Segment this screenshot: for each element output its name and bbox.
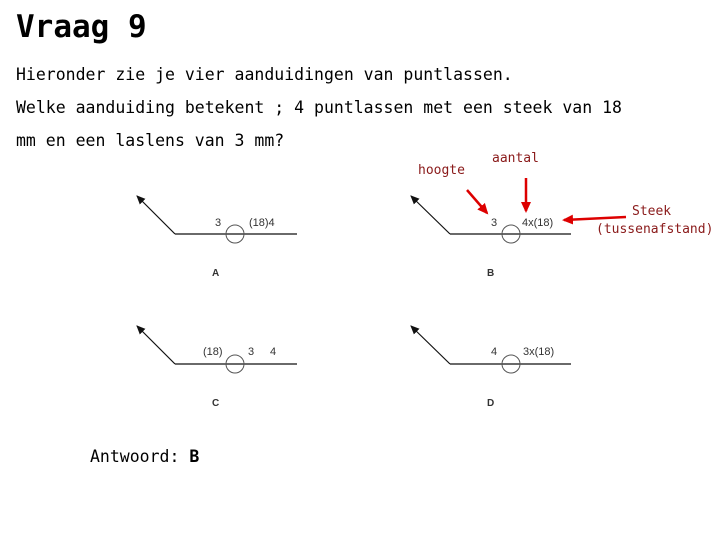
arrow-line bbox=[137, 196, 175, 234]
weld-mid-value: 3 bbox=[248, 346, 255, 358]
steek-label: Steek bbox=[632, 204, 672, 219]
hoogte-label: hoogte bbox=[418, 163, 465, 178]
question-line-1: Welke aanduiding betekent ; 4 puntlassen met een steek van 18 bbox=[16, 98, 622, 117]
weld-symbol-a bbox=[137, 196, 297, 279]
annotations bbox=[418, 151, 713, 237]
arrow-line bbox=[411, 326, 450, 364]
answer-value: B bbox=[189, 447, 200, 466]
aantal-label: aantal bbox=[492, 151, 539, 166]
arrow-line bbox=[137, 326, 175, 364]
weld-left-value: (18) bbox=[203, 346, 223, 358]
weld-right-value: 3x(18) bbox=[523, 346, 555, 358]
page-title: Vraag 9 bbox=[16, 9, 147, 45]
weld-symbol-c bbox=[137, 326, 297, 409]
option-letter: D bbox=[487, 398, 495, 409]
weld-left-value: 3 bbox=[491, 217, 498, 229]
weld-right-value: 4x(18) bbox=[522, 217, 554, 229]
weld-symbol-d bbox=[411, 326, 571, 409]
intro-text: Hieronder zie je vier aanduidingen van puntlassen. bbox=[16, 65, 513, 84]
option-letter: C bbox=[212, 398, 220, 409]
weld-left-value: 4 bbox=[491, 346, 498, 358]
hoogte-arrow bbox=[467, 190, 487, 213]
question-line-2: mm en een laslens van 3 mm? bbox=[16, 131, 285, 150]
steek-sublabel: (tussenafstand) bbox=[596, 222, 714, 237]
answer-label: Antwoord: bbox=[90, 447, 180, 466]
weld-symbol-b bbox=[411, 196, 571, 279]
steek-arrow bbox=[564, 217, 626, 220]
option-letter: A bbox=[212, 268, 220, 279]
weld-left-value: 3 bbox=[215, 217, 222, 229]
weld-right-value: (18)4 bbox=[249, 217, 275, 229]
weld-right-value: 4 bbox=[270, 346, 277, 358]
answer bbox=[90, 446, 199, 468]
option-letter: B bbox=[487, 268, 495, 279]
arrow-line bbox=[411, 196, 450, 234]
